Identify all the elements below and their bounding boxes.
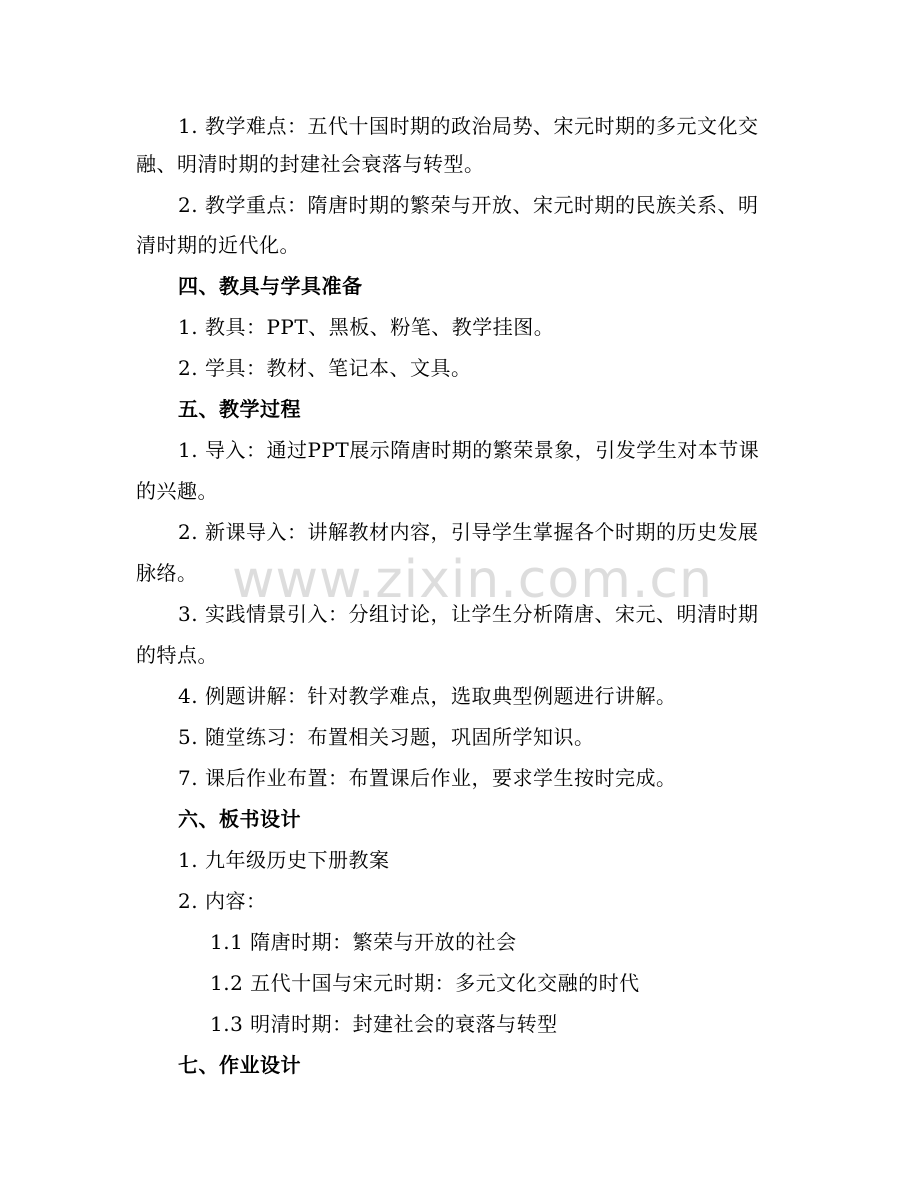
paragraph-line: 4. 例题讲解：针对教学难点，选取典型例题进行讲解。 [178, 684, 677, 708]
section-heading: 六、板书设计 [178, 807, 301, 831]
paragraph-line: 的特点。 [136, 643, 218, 667]
paragraph-line: 融、明清时期的封建社会衰落与转型。 [136, 152, 485, 176]
paragraph-line: 的兴趣。 [136, 479, 218, 503]
paragraph-line: 2. 教学重点：隋唐时期的繁荣与开放、宋元时期的民族关系、明 [178, 193, 759, 217]
sub-item-line: 1.3 明清时期：封建社会的衰落与转型 [210, 1012, 558, 1036]
paragraph-line: 1. 教具：PPT、黑板、粉笔、教学挂图。 [178, 315, 555, 339]
sub-item-line: 1.2 五代十国与宋元时期：多元文化交融的时代 [210, 971, 640, 995]
section-heading: 四、教具与学具准备 [178, 274, 363, 298]
paragraph-line: 1. 九年级历史下册教案 [178, 848, 390, 872]
paragraph-line: 2. 学具：教材、笔记本、文具。 [178, 356, 472, 380]
watermark: www.zixin.com.cn [232, 550, 713, 610]
paragraph-line: 1. 导入：通过PPT展示隋唐时期的繁荣景象，引发学生对本节课 [178, 438, 760, 462]
section-heading: 七、作业设计 [178, 1053, 301, 1077]
section-heading: 五、教学过程 [178, 397, 301, 421]
sub-item-line: 1.1 隋唐时期：繁荣与开放的社会 [210, 930, 517, 954]
paragraph-line: 7. 课后作业布置：布置课后作业，要求学生按时完成。 [178, 766, 677, 790]
paragraph-line: 3. 实践情景引入：分组讨论，让学生分析隋唐、宋元、明清时期 [178, 602, 759, 626]
paragraph-line: 清时期的近代化。 [136, 233, 300, 257]
paragraph-line: 2. 新课导入：讲解教材内容，引导学生掌握各个时期的历史发展 [178, 520, 759, 544]
paragraph-line: 5. 随堂练习：布置相关习题，巩固所学知识。 [178, 725, 595, 749]
paragraph-line: 1. 教学难点：五代十国时期的政治局势、宋元时期的多元文化交 [178, 114, 759, 138]
paragraph-line: 2. 内容： [178, 889, 267, 913]
paragraph-line: 脉络。 [136, 561, 198, 585]
